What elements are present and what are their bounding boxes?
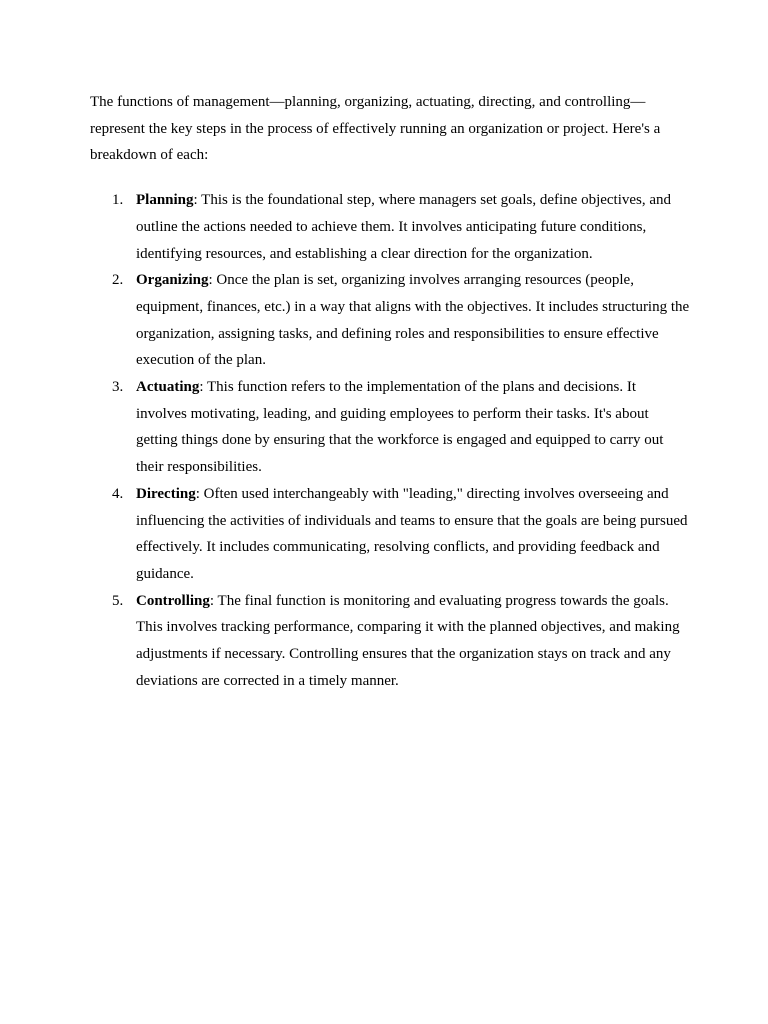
list-item-number: 2. bbox=[112, 272, 124, 289]
list-item-term: Controlling bbox=[136, 592, 210, 609]
list-item-term: Organizing bbox=[136, 272, 209, 289]
list-item-term: Planning bbox=[136, 192, 194, 209]
list-item-directing bbox=[90, 481, 690, 588]
list-item-text: : This function refers to the implementation of the plans and decisions. It involves motivating, leading, and guiding employees to perform their tasks. It's about getting things done by ensuring that the workforce is engaged and equipped to carry out their responsibilities. bbox=[136, 379, 664, 476]
list-item-text: : This is the foundational step, where managers set goals, define objectives, and outline the actions needed to achieve them. It involves anticipating future conditions, identifying resources, and establishing a clear direction for the organization. bbox=[136, 192, 672, 262]
list-item-number: 1. bbox=[112, 192, 124, 209]
list-item-planning bbox=[90, 187, 690, 267]
list-item-number: 4. bbox=[112, 485, 124, 502]
list-item-number: 5. bbox=[112, 592, 124, 609]
list-item-actuating bbox=[90, 374, 690, 481]
list-item-text: : Often used interchangeably with "leading," directing involves overseeing and influencing the activities of individuals and teams to ensure that the goals are being pursued effectively. It includes communicating, resolving conflicts, and providing feedback and guidance. bbox=[136, 485, 688, 582]
intro-paragraph: The functions of management—planning, organizing, actuating, directing, and controlling—represent the key steps in the process of effectively running an organization or project. Here's a breakdown of each: bbox=[90, 94, 661, 164]
list-item-term: Actuating bbox=[136, 379, 200, 396]
management-functions-list bbox=[90, 187, 690, 694]
list-item-term: Directing bbox=[136, 485, 196, 502]
list-item-text: : Once the plan is set, organizing involves arranging resources (people, equipment, finances, etc.) in a way that aligns with the objectives. It includes structuring the organization, assigning tasks, and defining roles and responsibilities to ensure effective execution of the plan. bbox=[136, 272, 690, 369]
list-item-text: : The final function is monitoring and evaluating progress towards the goals. This involves tracking performance, comparing it with the planned objectives, and making adjustments if necessary. Controlling ensures that the organization stays on track and any deviations are corrected in a timely manner. bbox=[136, 592, 680, 689]
list-item-controlling bbox=[90, 588, 690, 695]
list-item-organizing bbox=[90, 267, 690, 374]
list-item-number: 3. bbox=[112, 379, 124, 396]
document-page bbox=[90, 89, 690, 694]
